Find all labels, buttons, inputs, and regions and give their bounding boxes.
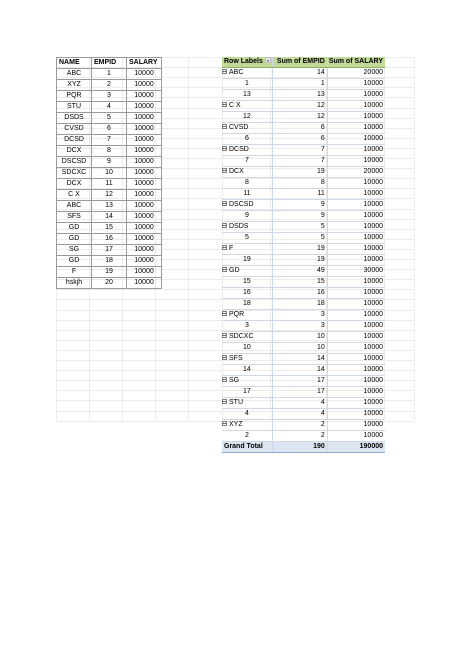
source-cell[interactable]: 10000	[127, 124, 162, 135]
source-cell[interactable]: F	[57, 267, 92, 278]
collapse-toggle-icon[interactable]	[222, 311, 227, 316]
pivot-empid-cell[interactable]: 19	[272, 244, 327, 255]
pivot-item-row	[222, 211, 385, 222]
source-cell[interactable]: 9	[92, 157, 127, 168]
pivot-item-row	[222, 79, 385, 90]
pivot-row-label[interactable]	[222, 332, 272, 343]
pivot-empid-cell[interactable]: 3	[272, 321, 327, 332]
pivot-row-label[interactable]	[222, 167, 272, 178]
pivot-label-text: 16	[243, 289, 251, 296]
source-cell[interactable]: DCSD	[57, 135, 92, 146]
source-cell[interactable]: 14	[92, 212, 127, 223]
collapse-toggle-icon[interactable]	[222, 102, 227, 107]
pivot-label-text: 15	[243, 278, 251, 285]
pivot-label-text: 7	[244, 157, 249, 164]
pivot-group-row	[222, 310, 385, 321]
pivot-salary-cell[interactable]: 10000	[327, 134, 385, 145]
pivot-empid-cell[interactable]: 2	[272, 420, 327, 431]
source-cell[interactable]: 8	[92, 146, 127, 157]
source-cell[interactable]: 10000	[127, 278, 162, 289]
source-row	[57, 212, 162, 223]
source-cell[interactable]: GD	[57, 223, 92, 234]
source-cell[interactable]: hskjh	[57, 278, 92, 289]
pivot-label-text: 12	[243, 113, 251, 120]
grid-col-line	[414, 57, 415, 420]
pivot-header-row	[222, 57, 385, 68]
source-cell[interactable]: XYZ	[57, 80, 92, 91]
source-cell[interactable]: 4	[92, 102, 127, 113]
source-cell[interactable]: 10000	[127, 267, 162, 278]
pivot-row-label[interactable]	[222, 200, 272, 211]
source-cell[interactable]: DSDS	[57, 113, 92, 124]
pivot-empid-cell[interactable]: 9	[272, 200, 327, 211]
pivot-salary-cell[interactable]: 10000	[327, 288, 385, 299]
source-row	[57, 190, 162, 201]
pivot-group-row	[222, 398, 385, 409]
source-row	[57, 146, 162, 157]
pivot-label-text: PQR	[229, 311, 245, 318]
pivot-item-row	[222, 387, 385, 398]
pivot-salary-cell[interactable]: 10000	[327, 200, 385, 211]
pivot-row-label[interactable]	[222, 387, 272, 398]
source-row	[57, 168, 162, 179]
pivot-empid-cell[interactable]: 4	[272, 398, 327, 409]
pivot-group-row	[222, 68, 385, 79]
pivot-row-label[interactable]	[222, 299, 272, 310]
pivot-row-label[interactable]	[222, 68, 272, 79]
pivot-empid-cell[interactable]: 16	[272, 288, 327, 299]
source-cell[interactable]: 10000	[127, 91, 162, 102]
source-cell[interactable]: 10000	[127, 69, 162, 80]
pivot-label-text: 19	[243, 256, 251, 263]
pivot-empid-cell[interactable]: 10	[272, 343, 327, 354]
source-row	[57, 102, 162, 113]
pivot-empid-cell[interactable]: 10	[272, 332, 327, 343]
pivot-row-label[interactable]	[222, 189, 272, 200]
pivot-empid-cell[interactable]: 1	[272, 79, 327, 90]
pivot-item-row	[222, 112, 385, 123]
source-cell[interactable]: 12	[92, 190, 127, 201]
pivot-row-label[interactable]	[222, 409, 272, 420]
source-cell[interactable]: 10000	[127, 223, 162, 234]
pivot-salary-cell[interactable]: 10000	[327, 398, 385, 409]
pivot-salary-cell[interactable]: 10000	[327, 222, 385, 233]
pivot-empid-cell[interactable]: 17	[272, 387, 327, 398]
pivot-row-label[interactable]	[222, 156, 272, 167]
source-cell[interactable]: 10000	[127, 113, 162, 124]
pivot-salary-cell[interactable]: 10000	[327, 123, 385, 134]
source-row	[57, 69, 162, 80]
source-cell[interactable]: SDCXC	[57, 168, 92, 179]
source-cell[interactable]: 10	[92, 168, 127, 179]
pivot-row-label[interactable]	[222, 420, 272, 431]
source-cell[interactable]: 10000	[127, 168, 162, 179]
pivot-group-row	[222, 101, 385, 112]
source-cell[interactable]: 13	[92, 201, 127, 212]
pivot-label-text: 14	[243, 366, 251, 373]
source-row	[57, 278, 162, 289]
pivot-item-row	[222, 343, 385, 354]
source-cell[interactable]: 7	[92, 135, 127, 146]
pivot-salary-cell[interactable]: 10000	[327, 321, 385, 332]
source-cell[interactable]: 10000	[127, 102, 162, 113]
pivot-empid-cell[interactable]: 12	[272, 101, 327, 112]
pivot-label-text: SG	[229, 377, 240, 384]
pivot-row-label[interactable]	[222, 288, 272, 299]
source-cell[interactable]: 18	[92, 256, 127, 267]
pivot-item-row	[222, 255, 385, 266]
pivot-empid-cell[interactable]: 3	[272, 310, 327, 321]
source-cell[interactable]: 1	[92, 69, 127, 80]
source-cell[interactable]: 6	[92, 124, 127, 135]
pivot-row-label[interactable]	[222, 244, 272, 255]
pivot-empid-cell[interactable]: 14	[272, 68, 327, 79]
pivot-label-text: F	[229, 245, 234, 252]
pivot-item-row	[222, 409, 385, 420]
pivot-label-text: 8	[244, 179, 249, 186]
pivot-row-label[interactable]	[222, 321, 272, 332]
collapse-toggle-icon[interactable]	[222, 355, 227, 360]
source-cell[interactable]: 3	[92, 91, 127, 102]
source-cell[interactable]: ABC	[57, 201, 92, 212]
pivot-empid-cell[interactable]: 19	[272, 167, 327, 178]
pivot-row-label[interactable]	[222, 112, 272, 123]
pivot-salary-cell[interactable]: 10000	[327, 277, 385, 288]
pivot-empid-cell[interactable]: 5	[272, 222, 327, 233]
source-cell[interactable]: 5	[92, 113, 127, 124]
pivot-item-row	[222, 90, 385, 101]
pivot-salary-cell[interactable]: 20000	[327, 167, 385, 178]
source-row	[57, 201, 162, 212]
pivot-row-labels-header[interactable]	[222, 57, 272, 68]
pivot-row-label[interactable]	[222, 178, 272, 189]
collapse-toggle-icon[interactable]	[222, 69, 227, 74]
pivot-label-text: SFS	[229, 355, 243, 362]
source-row	[57, 124, 162, 135]
pivot-salary-cell[interactable]: 10000	[327, 244, 385, 255]
pivot-row-label[interactable]	[222, 233, 272, 244]
source-row	[57, 113, 162, 124]
pivot-label-text: DCSD	[229, 146, 249, 153]
source-cell[interactable]: SG	[57, 245, 92, 256]
source-row	[57, 179, 162, 190]
source-cell[interactable]: C X	[57, 190, 92, 201]
pivot-salary-cell[interactable]: 10000	[327, 420, 385, 431]
pivot-empid-cell[interactable]: 19	[272, 255, 327, 266]
pivot-row-label[interactable]	[222, 79, 272, 90]
pivot-salary-cell[interactable]: 10000	[327, 431, 385, 442]
filter-dropdown-icon[interactable]	[265, 57, 271, 63]
collapse-toggle-icon[interactable]	[222, 124, 227, 129]
row-labels-text: Row Labels	[224, 58, 263, 65]
pivot-group-row	[222, 332, 385, 343]
source-cell[interactable]: GD	[57, 234, 92, 245]
pivot-sum-salary-header[interactable]: Sum of SALARY	[327, 57, 385, 68]
source-row	[57, 135, 162, 146]
pivot-row-label[interactable]	[222, 431, 272, 442]
pivot-empid-cell[interactable]: 17	[272, 376, 327, 387]
pivot-salary-cell[interactable]: 10000	[327, 189, 385, 200]
pivot-salary-cell[interactable]: 10000	[327, 387, 385, 398]
collapse-toggle-icon[interactable]	[222, 333, 227, 338]
pivot-row-label[interactable]	[222, 365, 272, 376]
pivot-label-text: SDCXC	[229, 333, 254, 340]
source-cell[interactable]: 2	[92, 80, 127, 91]
pivot-label-text: 1	[244, 80, 249, 87]
collapse-toggle-icon[interactable]	[222, 146, 227, 151]
pivot-row-label[interactable]	[222, 277, 272, 288]
source-cell[interactable]: GD	[57, 256, 92, 267]
pivot-empid-cell[interactable]: 12	[272, 112, 327, 123]
pivot-group-row	[222, 167, 385, 178]
source-cell[interactable]: PQR	[57, 91, 92, 102]
pivot-salary-cell[interactable]: 10000	[327, 310, 385, 321]
pivot-salary-cell[interactable]: 10000	[327, 409, 385, 420]
pivot-salary-cell[interactable]: 30000	[327, 266, 385, 277]
pivot-label-text: XYZ	[229, 421, 243, 428]
collapse-toggle-icon[interactable]	[222, 267, 227, 272]
pivot-group-row	[222, 123, 385, 134]
source-header-row	[57, 58, 162, 69]
pivot-label-text: DSCSD	[229, 201, 254, 208]
pivot-row-label[interactable]	[222, 222, 272, 233]
pivot-row-label[interactable]	[222, 398, 272, 409]
pivot-label-text: C X	[229, 102, 241, 109]
source-cell[interactable]: 10000	[127, 212, 162, 223]
pivot-row-label[interactable]	[222, 376, 272, 387]
pivot-row-label[interactable]	[222, 101, 272, 112]
pivot-row-label[interactable]	[222, 211, 272, 222]
collapse-toggle-icon[interactable]	[222, 168, 227, 173]
pivot-item-row	[222, 156, 385, 167]
source-cell[interactable]: 19	[92, 267, 127, 278]
pivot-group-row	[222, 266, 385, 277]
source-cell[interactable]: 10000	[127, 135, 162, 146]
pivot-group-row	[222, 145, 385, 156]
pivot-label-text: 17	[243, 388, 251, 395]
pivot-salary-cell[interactable]: 10000	[327, 332, 385, 343]
pivot-item-row	[222, 365, 385, 376]
pivot-label-text: 9	[244, 212, 249, 219]
pivot-table	[222, 57, 385, 453]
pivot-group-row	[222, 420, 385, 431]
pivot-row-label[interactable]	[222, 266, 272, 277]
collapse-toggle-icon[interactable]	[222, 223, 227, 228]
source-cell[interactable]: ABC	[57, 69, 92, 80]
pivot-label-text: 2	[244, 432, 249, 439]
pivot-empid-cell[interactable]: 9	[272, 211, 327, 222]
pivot-label-text: 11	[243, 190, 251, 197]
source-row	[57, 256, 162, 267]
pivot-label-text: DCX	[229, 168, 244, 175]
pivot-empid-cell[interactable]: 4	[272, 409, 327, 420]
pivot-empid-cell[interactable]: 18	[272, 299, 327, 310]
pivot-empid-cell[interactable]: 2	[272, 431, 327, 442]
pivot-row-label[interactable]	[222, 123, 272, 134]
pivot-item-row	[222, 321, 385, 332]
pivot-salary-cell[interactable]: 10000	[327, 90, 385, 101]
grand-total-empid[interactable]: 190	[272, 442, 327, 453]
pivot-group-row	[222, 244, 385, 255]
source-cell[interactable]: 17	[92, 245, 127, 256]
pivot-row-label[interactable]	[222, 255, 272, 266]
pivot-salary-cell[interactable]: 10000	[327, 376, 385, 387]
source-cell[interactable]: 10000	[127, 157, 162, 168]
source-cell[interactable]: DCX	[57, 179, 92, 190]
source-cell[interactable]: 10000	[127, 179, 162, 190]
pivot-label-text: 4	[244, 410, 249, 417]
pivot-empid-cell[interactable]: 49	[272, 266, 327, 277]
pivot-salary-cell[interactable]: 20000	[327, 68, 385, 79]
pivot-label-text: CVSD	[229, 124, 249, 131]
collapse-toggle-icon[interactable]	[222, 399, 227, 404]
pivot-label-text: STU	[229, 399, 243, 406]
collapse-toggle-icon[interactable]	[222, 245, 227, 250]
pivot-label-text: 3	[244, 322, 249, 329]
pivot-empid-cell[interactable]: 5	[272, 233, 327, 244]
pivot-grand-total-row	[222, 442, 385, 453]
pivot-item-row	[222, 299, 385, 310]
pivot-empid-cell[interactable]: 7	[272, 156, 327, 167]
pivot-salary-cell[interactable]: 10000	[327, 145, 385, 156]
pivot-label-text: ABC	[229, 69, 244, 76]
pivot-salary-cell[interactable]: 10000	[327, 233, 385, 244]
pivot-empid-cell[interactable]: 14	[272, 354, 327, 365]
source-data-table	[56, 57, 162, 289]
source-cell[interactable]: SFS	[57, 212, 92, 223]
pivot-empid-cell[interactable]: 7	[272, 145, 327, 156]
source-cell[interactable]: DCX	[57, 146, 92, 157]
source-cell[interactable]: 20	[92, 278, 127, 289]
pivot-row-label[interactable]	[222, 343, 272, 354]
pivot-row-label[interactable]	[222, 90, 272, 101]
pivot-group-row	[222, 376, 385, 387]
pivot-salary-cell[interactable]: 10000	[327, 255, 385, 266]
grid-col-line	[188, 57, 189, 420]
source-cell[interactable]: 10000	[127, 234, 162, 245]
pivot-item-row	[222, 134, 385, 145]
pivot-empid-cell[interactable]: 6	[272, 123, 327, 134]
pivot-salary-cell[interactable]: 10000	[327, 343, 385, 354]
pivot-label-text: 6	[244, 135, 249, 142]
grand-total-label[interactable]: Grand Total	[222, 442, 272, 453]
collapse-toggle-icon[interactable]	[222, 201, 227, 206]
pivot-salary-cell[interactable]: 10000	[327, 79, 385, 90]
source-row	[57, 223, 162, 234]
source-cell[interactable]: 10000	[127, 245, 162, 256]
collapse-toggle-icon[interactable]	[222, 421, 227, 426]
source-cell[interactable]: DSCSD	[57, 157, 92, 168]
pivot-empid-cell[interactable]: 6	[272, 134, 327, 145]
source-header-cell[interactable]: EMPID	[92, 58, 127, 69]
source-cell[interactable]: 10000	[127, 80, 162, 91]
pivot-label-text: 13	[243, 91, 251, 98]
pivot-salary-cell[interactable]: 10000	[327, 354, 385, 365]
pivot-empid-cell[interactable]: 15	[272, 277, 327, 288]
collapse-toggle-icon[interactable]	[222, 377, 227, 382]
pivot-group-row	[222, 222, 385, 233]
pivot-salary-cell[interactable]: 10000	[327, 156, 385, 167]
source-cell[interactable]: 11	[92, 179, 127, 190]
source-row	[57, 245, 162, 256]
source-row	[57, 91, 162, 102]
pivot-item-row	[222, 233, 385, 244]
pivot-salary-cell[interactable]: 10000	[327, 211, 385, 222]
pivot-item-row	[222, 431, 385, 442]
pivot-salary-cell[interactable]: 10000	[327, 365, 385, 376]
source-cell[interactable]: 10000	[127, 190, 162, 201]
pivot-empid-cell[interactable]: 11	[272, 189, 327, 200]
source-row	[57, 80, 162, 91]
pivot-item-row	[222, 277, 385, 288]
source-cell[interactable]: 10000	[127, 146, 162, 157]
source-header-cell[interactable]: SALARY	[127, 58, 162, 69]
source-cell[interactable]: 10000	[127, 256, 162, 267]
pivot-group-row	[222, 354, 385, 365]
source-header-cell[interactable]: NAME	[57, 58, 92, 69]
pivot-group-row	[222, 200, 385, 211]
source-cell[interactable]: CVSD	[57, 124, 92, 135]
pivot-label-text: 10	[243, 344, 251, 351]
pivot-salary-cell[interactable]: 10000	[327, 101, 385, 112]
pivot-item-row	[222, 288, 385, 299]
pivot-label-text: 18	[243, 300, 251, 307]
source-cell[interactable]: STU	[57, 102, 92, 113]
pivot-empid-cell[interactable]: 8	[272, 178, 327, 189]
source-cell[interactable]: 15	[92, 223, 127, 234]
source-row	[57, 157, 162, 168]
source-cell[interactable]: 10000	[127, 201, 162, 212]
pivot-row-label[interactable]	[222, 354, 272, 365]
pivot-item-row	[222, 178, 385, 189]
pivot-label-text: GD	[229, 267, 240, 274]
pivot-empid-cell[interactable]: 14	[272, 365, 327, 376]
grand-total-salary[interactable]: 190000	[327, 442, 385, 453]
pivot-sum-empid-header[interactable]: Sum of EMPID	[272, 57, 327, 68]
pivot-row-label[interactable]	[222, 145, 272, 156]
source-row	[57, 234, 162, 245]
source-row	[57, 267, 162, 278]
source-cell[interactable]: 16	[92, 234, 127, 245]
pivot-salary-cell[interactable]: 10000	[327, 112, 385, 123]
pivot-item-row	[222, 189, 385, 200]
pivot-row-label[interactable]	[222, 310, 272, 321]
pivot-label-text: DSDS	[229, 223, 249, 230]
pivot-salary-cell[interactable]: 10000	[327, 299, 385, 310]
pivot-row-label[interactable]	[222, 134, 272, 145]
pivot-empid-cell[interactable]: 13	[272, 90, 327, 101]
pivot-salary-cell[interactable]: 10000	[327, 178, 385, 189]
pivot-label-text: 5	[244, 234, 249, 241]
